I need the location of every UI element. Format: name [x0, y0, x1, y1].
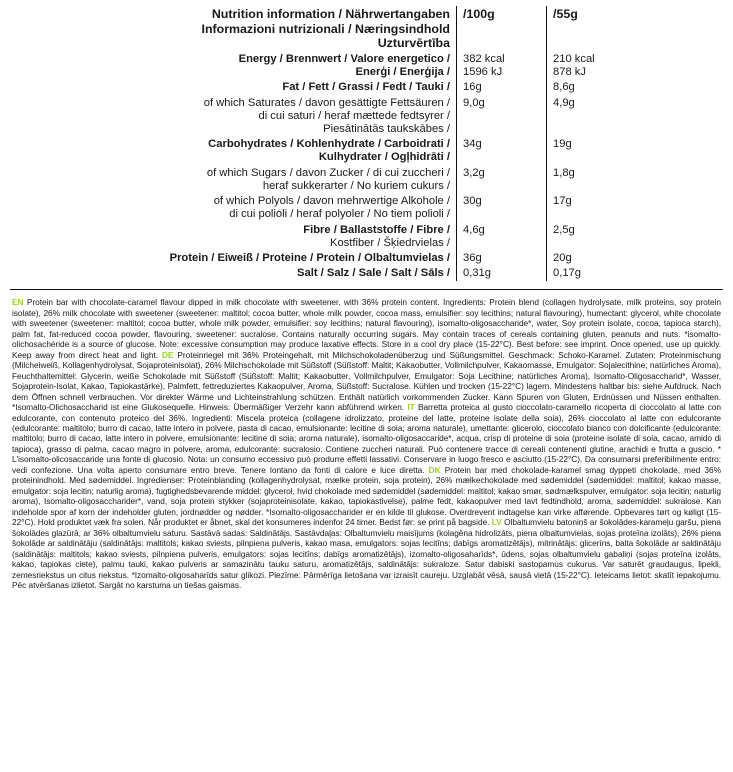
- ingredients-text-it: Barretta proteica al gusto cioccolato-caramello ricoperta di cioccolato al latte con edulcorante, con contenuto proteico del 36%. Ingredienti: Miscela proteica (collagene idrolizzato, proteine del latte, proteine isolate della soia), 26% cioccolato al latte con edulcorante (edulcorante: maltitolo; burro di cacao, latte intero in polvere, pasta di cacao, emulsionante: lecitine di soia; aroma naturale), umettante: glicerolo, cioccolato bianco con dolcificante (edulcorante: maltitolo; burro di cacao, latte intero in polvere, emulsionante: lecitine di soia; aroma naturale), isomalto-oligosaccaride*, acqua, crisp di proteine di soia (proteine isolate di soia, cacao, amido di tapioca), grasso di palma, cacao magro in polvere, aroma, edulcorante: sucralosio. Contiene zuccheri naturali. Può contenere tracce di cereali contenenti glutine, arachidi e frutta a guscio. * L'isomalto-olicosaccaride una fonte di glucosio. Nota: un consumo eccessivo può produrre effetti lassativi. Conservare in luogo fresco e asciutto (15-22°C). Da consumarsi preferibilmente entro: vedi confezione. Una volta aperto consumare entro breve. Tenere lontano da fonti di calore e luce diretta.: [12, 402, 721, 475]
- ingredients-text-en: Protein bar with chocolate-caramel flavour dipped in milk chocolate with sweetener, with 36% protein content. Ingredients: Protein blend (collagen hydrolysate, milk proteins, soy protein isolate), 26% milk chocolate with sweetener (sweetener: maltitol; cocoa butter, whole milk powder, cocoa mass, emulsifier: soy lecithins; natural flavouring), humectant: glycerol, white chocolate with sweetener (sweetener: maltitol; cocoa butter, whole milk powder, emulsifier: soy lecithins; natural flavouring), isomalto-oligosaccharide*, water, Soy protein isolate, cocoa, tapioca starch), palm fat, fat-reduced cocoa powder, flavouring, sweetener: sucralose. Contains naturally occurring sugars. May contain traces of cereals containing gluten, peanuts and nuts. *isomalto-olichosachéride is a source of glucose. Note: excessive consumption may produce laxative effects. Store in a cool dry place (15-22°C). Best before: see imprint. Once opened, use up quickly. Keep away from direct heat and light.: [12, 297, 721, 360]
- row-value-100g: [457, 96, 547, 138]
- table-row: [97, 166, 637, 194]
- row-label-line: Enerģi / Enerģija /: [355, 66, 450, 79]
- row-value-100g: [457, 194, 547, 222]
- section-divider: [10, 289, 723, 290]
- row-label: [97, 223, 457, 251]
- table-row: [97, 96, 637, 138]
- row-label: [97, 52, 457, 80]
- ingredients-paragraph: [12, 297, 721, 590]
- table-row: [97, 52, 637, 80]
- row-value-55g: [547, 194, 637, 222]
- language-tag-dk: DK: [428, 464, 441, 475]
- row-label-line: of which Saturates / davon gesättigte Fettsäuren /: [203, 96, 450, 109]
- row-label: [97, 251, 457, 266]
- value-line: 1596 kJ: [463, 66, 503, 79]
- nutrition-table-header: [97, 6, 637, 52]
- value-line: 0,31g: [463, 267, 491, 280]
- row-label: [97, 166, 457, 194]
- nutrition-table: [97, 6, 637, 281]
- nutrition-header-title: [97, 6, 457, 52]
- row-value-55g: [547, 96, 637, 138]
- value-line: 34g: [463, 138, 482, 151]
- row-value-100g: [457, 137, 547, 165]
- table-row: [97, 80, 637, 95]
- row-label: [97, 96, 457, 138]
- row-label-line: di cui saturi / heraf mættede fedtsyrer /: [258, 109, 450, 122]
- column-header-55g: /55g: [547, 6, 637, 52]
- value-line: 2,5g: [553, 223, 575, 236]
- row-value-55g: [547, 166, 637, 194]
- table-row: [97, 223, 637, 251]
- row-value-100g: [457, 80, 547, 95]
- header-title-line-1: Nutrition information / Nährwertangaben: [211, 7, 450, 21]
- row-label: [97, 137, 457, 165]
- row-label-line: of which Polyols / davon mehrwertige Alkohole /: [213, 195, 450, 208]
- value-line: 17g: [553, 195, 572, 208]
- row-value-55g: [547, 80, 637, 95]
- row-label-line: di cui polioli / heraf polyoler / No tiem polioli /: [229, 208, 450, 221]
- value-line: 8,6g: [553, 81, 575, 94]
- language-tag-en: EN: [12, 297, 24, 308]
- row-label-line: Kulhydrater / Ogļhidrāti /: [318, 151, 450, 164]
- row-label-line: Energy / Brennwert / Valore energetico /: [238, 52, 450, 65]
- nutrition-table-section: [0, 0, 733, 281]
- value-line: 9,0g: [463, 96, 485, 109]
- row-label-line: heraf sukkerarter / No kuriem cukurs /: [262, 179, 450, 192]
- row-label-line: Fat / Fett / Grassi / Fedt / Tauki /: [282, 81, 450, 94]
- row-label-line: Kostfiber / Šķiedrvielas /: [329, 236, 450, 249]
- value-line: 1,8g: [553, 166, 575, 179]
- row-label: [97, 194, 457, 222]
- value-line: 3,2g: [463, 166, 485, 179]
- value-line: 0,17g: [553, 267, 581, 280]
- ingredients-text-de: Proteinriegel mit 36% Proteingehalt, mit Milchschokoladenüberzug und Süßungsmittel. Geschmack: Schoko-Karamel. Zutaten: Proteinmischung (Milcheiweiß, Kollagenhydrolysat, Sojaproteinisolat), 26% Milchschokolade mit Süßstoff (Süßstoff: Maltit; Kakaobutter, Vollmilchpulver, Kakaomasse, Emulgator: Sojalecithine; natürliches Aroma), Feuchthaltemittel: Glycerin, weiße Schokolade mit Süßstoff (Süßstoff: Maltit; Kakaobutter, Vollmilchpulver, Emulgator: Soja Lecithine; natürliches Aroma), Isomalto-Oligosaccharid*, Wasser, Sojaprotein-Isolat, Kakao, Tapiokastärke), Palmfett, fettreduziertes Kakaopulver, Aroma, Süßstoff: Sucralose. Kühlen und trocken (15-22°C) lagern. Mindestens haltbar bis: siehe Aufdruck. Nach dem Öffnen schnell verbrauchen. Vor direkter Wärme und Lichteinstrahlung schützen. Enthält natürlich vorkommenden Zucker. Kann Spuren von Gluten, Erdnüssen und Nüssen enthalten. *Isomalto-Olichosaccharid ist eine Glukosequelle. Hinweis: Übermäßiger Verzehr kann abführend wirken.: [12, 349, 721, 413]
- value-line: 19g: [553, 138, 572, 151]
- value-line: 20g: [553, 251, 572, 264]
- table-row: [97, 137, 637, 165]
- row-label-line: Fibre / Ballaststoffe / Fibre /: [303, 223, 450, 236]
- value-line: 382 kcal: [463, 52, 505, 65]
- row-value-55g: [547, 137, 637, 165]
- value-line: 36g: [463, 251, 482, 264]
- row-value-100g: [457, 166, 547, 194]
- row-value-55g: [547, 223, 637, 251]
- ingredients-text-lv: Olbaltumvielu batoniņš ar šokolādes-karameļu garšu, piena šokolādes glazūrā, ar 36% olbaltumvielu saturu. Sastāvā sadas: Saldinātājs. Sastāvdaļas: Olbaltumvielu maisījums (kolagēna hidrolizāts, piena olbaltumvielas, sojas proteīna izolāts), 26% piena šokolāde ar saldinātāju (saldinātājs: maltitols; kakao sviests, pilnpiena pulveris, kakao masa, emulgators: sojas lecitīns; dabīgs aromatizētājs), mitrinātājs: glicerīns, balta šokolāde ar saldinātāju (saldinātājs: maltitols; kakao sviests, pilnpiena pulveris, emulgators: sojas lecitīns; dabīgs aromatizētājs), izomalto-oligosaharīds*, ūdens, sojas olbaltumvielu gabaliņi (sojas proteīna izolāts, kakao, tapiokas ciete), palmu tauki, kakao pulveris ar samazinātu tauku saturu, aromatizētājs, saldinātājs: sukraloze. Satur dabiski sastopamus cukurus. Var saturēt graudaugus, lipekli, zemesriekstus un citus riekstus. *Izomalto-oligosaharīds satur glikozi. Piezīme: Pārmērīga lietošana var izraisīt caureju. Uzglabāt vēsā, sausā vietā (15-22°C). Ieteicams lietot: skatīt iepakojumu. Pēc atvēršanas izlietot. Sargāt no karstuma un tiešas gaismas.: [12, 517, 721, 591]
- value-line: 878 kJ: [553, 66, 586, 79]
- row-label-line: Carbohydrates / Kohlenhydrate / Carboidrati /: [208, 138, 450, 151]
- row-label-line: Protein / Eiweiß / Proteine / Protein / Olbaltumvielas /: [169, 251, 450, 264]
- row-value-55g: [547, 52, 637, 80]
- language-tag-it: IT: [407, 402, 415, 413]
- header-title-line-2: Informazioni nutrizionali / Næringsindhold: [201, 21, 450, 36]
- table-row: [97, 266, 637, 281]
- row-value-100g: [457, 52, 547, 80]
- row-value-100g: [457, 251, 547, 266]
- value-line: 30g: [463, 195, 482, 208]
- row-value-55g: [547, 251, 637, 266]
- value-line: 4,9g: [553, 96, 575, 109]
- row-value-100g: [457, 223, 547, 251]
- row-value-55g: [547, 266, 637, 281]
- ingredients-text-dk: Protein bar med chokolade-karamel smag dyppeti chokolade, med 36% proteinindhold. Med sødemiddel. Ingredienser: Proteinblanding (kollagenhydrolysat, mælke protein, soja protein), 26% mælkechokolade med sødemiddel (sødemiddel: maltitol; kakao masse, emulgator: soja lecitin; naturlig aroma), fugtighedsbevarende middel: glycerol, hvid chokolade med sødemiddel (sødemiddel: maltitol; kakao smør, sødmælkspulver, emulgator: soja lecitin; naturlig aroma), Isomalto-oligosaccharider*, vand, soja protein stykker (sojaproteinisolate, kakao, tapiokastivelse), palme fedt, kakaopulver med lavt fedtindhold, aroma, sødemiddel: sukralose. Kan indeholde spor af korn der indeholder gluten, jordnødder og nødder. *Isomalto-oligosaccharider er en kilde til glukose. Overdrevent indtagelse kan virke afførende. Opbevares tørt og køligt (15-22°C). Hold produktet væk fra solen. Når produktet er åbnet, skal det konsumeres indenfor 24 timer. Bedst før: se print på bagside.: [12, 464, 721, 528]
- table-row: [97, 251, 637, 266]
- table-row: [97, 194, 637, 222]
- column-header-100g: /100g: [457, 6, 547, 52]
- row-label: [97, 80, 457, 95]
- row-label-line: Salt / Salz / Sale / Salt / Sāls /: [297, 267, 450, 280]
- value-line: 210 kcal: [553, 52, 595, 65]
- row-value-100g: [457, 266, 547, 281]
- value-line: 4,6g: [463, 223, 485, 236]
- row-label-line: Piesātinātās taukskābes /: [323, 122, 450, 135]
- value-line: 16g: [463, 81, 482, 94]
- header-title-line-3: Uzturvērtība: [377, 36, 450, 51]
- row-label: [97, 266, 457, 281]
- language-tag-de: DE: [161, 349, 174, 360]
- language-tag-lv: LV: [491, 517, 502, 528]
- row-label-line: of which Sugars / davon Zucker / di cui zuccheri /: [206, 166, 450, 179]
